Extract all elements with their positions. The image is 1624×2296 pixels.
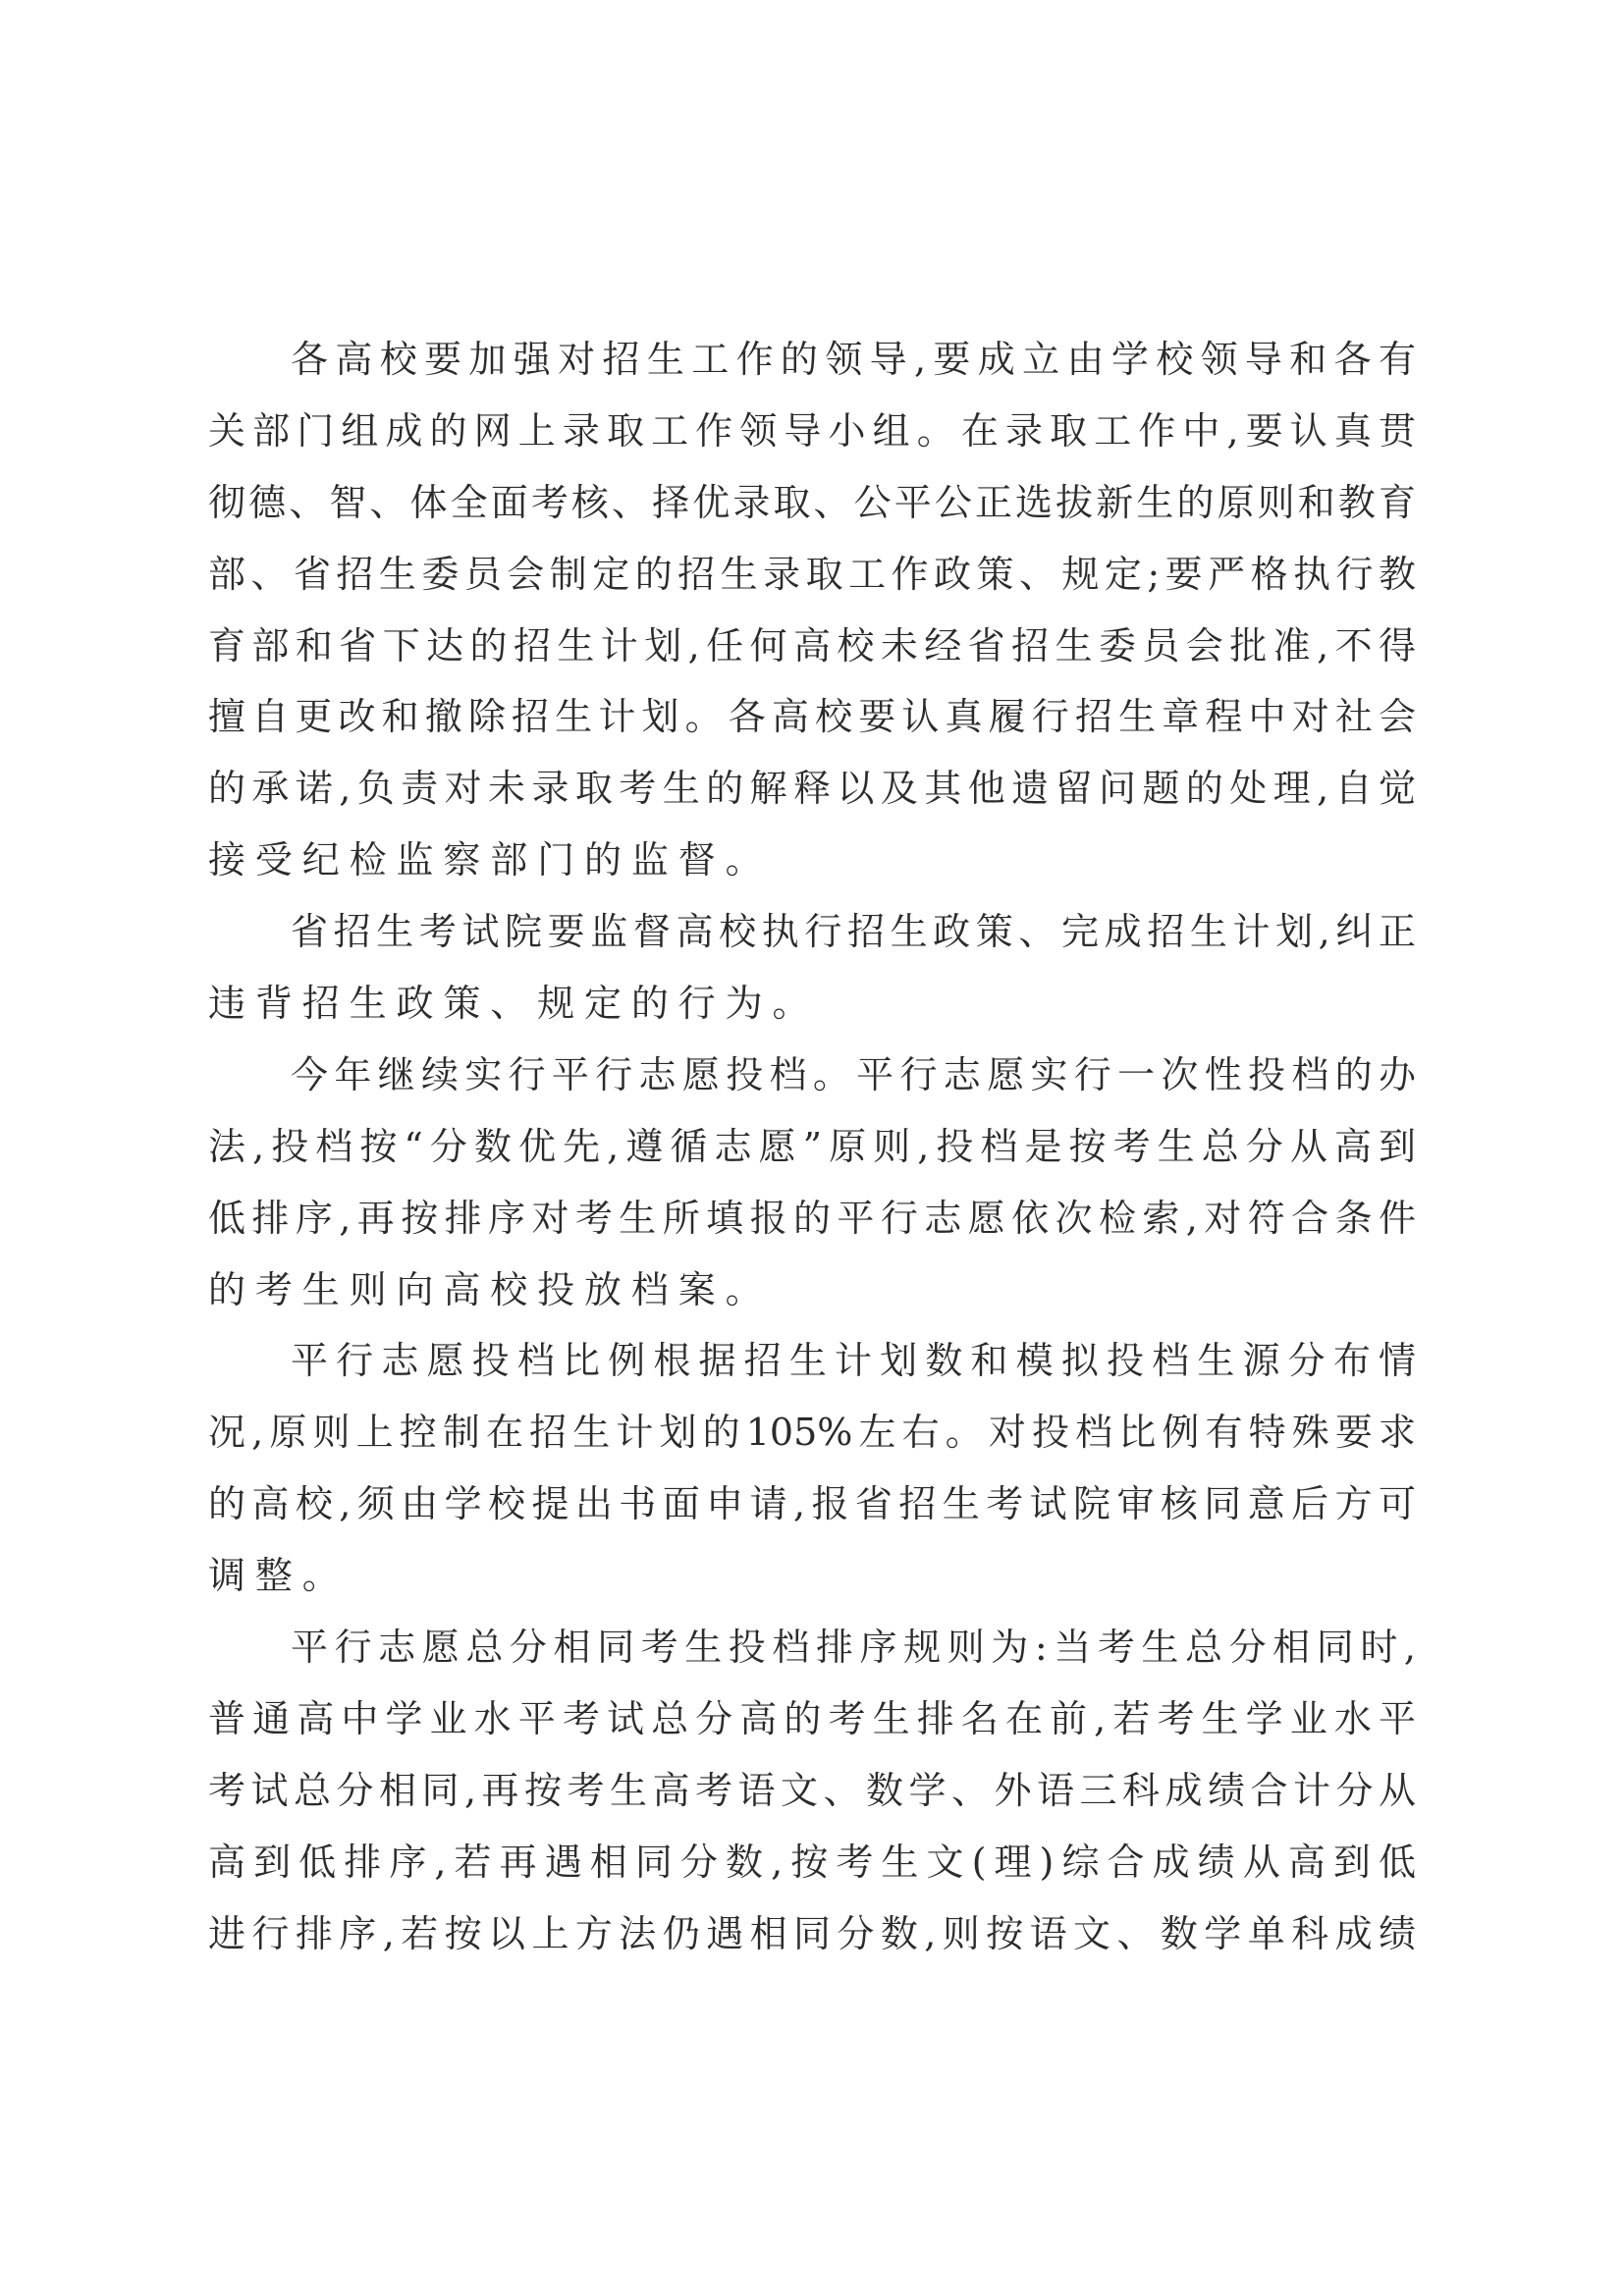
text-line: 擅自更改和撤除招生计划。各高校要认真履行招生章程中对社会 [208,695,1416,739]
paragraph-1 [208,324,1416,896]
text-line: 平行志愿投档比例根据招生计划数和模拟投档生源分布情 [291,1339,1416,1383]
paragraph-4 [208,1325,1416,1612]
text-line: 的承诺,负责对未录取考生的解释以及其他遗留问题的处理,自觉 [208,767,1416,811]
text-line: 关部门组成的网上录取工作领导小组。在录取工作中,要认真贯 [208,408,1416,453]
text-line: 的高校,须由学校提出书面申请,报省招生考试院审核同意后方可 [208,1482,1416,1526]
text-line: 调整。 [208,1554,350,1598]
text-line: 部、省招生委员会制定的招生录取工作政策、规定;要严格执行教 [208,552,1416,596]
text-line: 高到低排序,若再遇相同分数,按考生文(理)综合成绩从高到低 [208,1840,1416,1884]
text-line: 违背招生政策、规定的行为。 [208,982,820,1026]
body-text [208,324,1416,1969]
text-line: 进行排序,若按以上方法仍遇相同分数,则按语文、数学单科成绩 [208,1911,1416,1955]
text-line: 彻德、智、体全面考核、择优录取、公平公正选拔新生的原则和教育 [208,480,1416,524]
text-line: 低排序,再按排序对考生所填报的平行志愿依次检索,对符合条件 [208,1196,1416,1240]
text-line: 况,原则上控制在招生计划的105%左右。对投档比例有特殊要求 [208,1411,1416,1455]
text-line: 普通高中学业水平考试总分高的考生排名在前,若考生学业水平 [208,1696,1416,1740]
paragraph-2 [208,896,1416,1040]
text-line: 的考生则向高校投放档案。 [208,1267,773,1311]
text-line: 各高校要加强对招生工作的领导,要成立由学校领导和各有 [291,338,1416,381]
text-line: 平行志愿总分相同考生投档排序规则为:当考生总分相同时, [291,1626,1416,1670]
paragraph-5 [208,1612,1416,1969]
text-line: 考试总分相同,再按考生高考语文、数学、外语三科成绩合计分从 [208,1768,1416,1812]
text-line: 省招生考试院要监督高校执行招生政策、完成招生计划,纠正 [291,910,1416,954]
text-line: 育部和省下达的招生计划,任何高校未经省招生委员会批准,不得 [208,623,1416,667]
paragraph-3 [208,1040,1416,1326]
text-line: 接受纪检监察部门的监督。 [208,838,773,882]
text-line: 法,投档按“分数优先,遵循志愿”原则,投档是按考生总分从高到 [208,1124,1416,1168]
text-line: 今年继续实行平行志愿投档。平行志愿实行一次性投档的办 [291,1052,1416,1096]
